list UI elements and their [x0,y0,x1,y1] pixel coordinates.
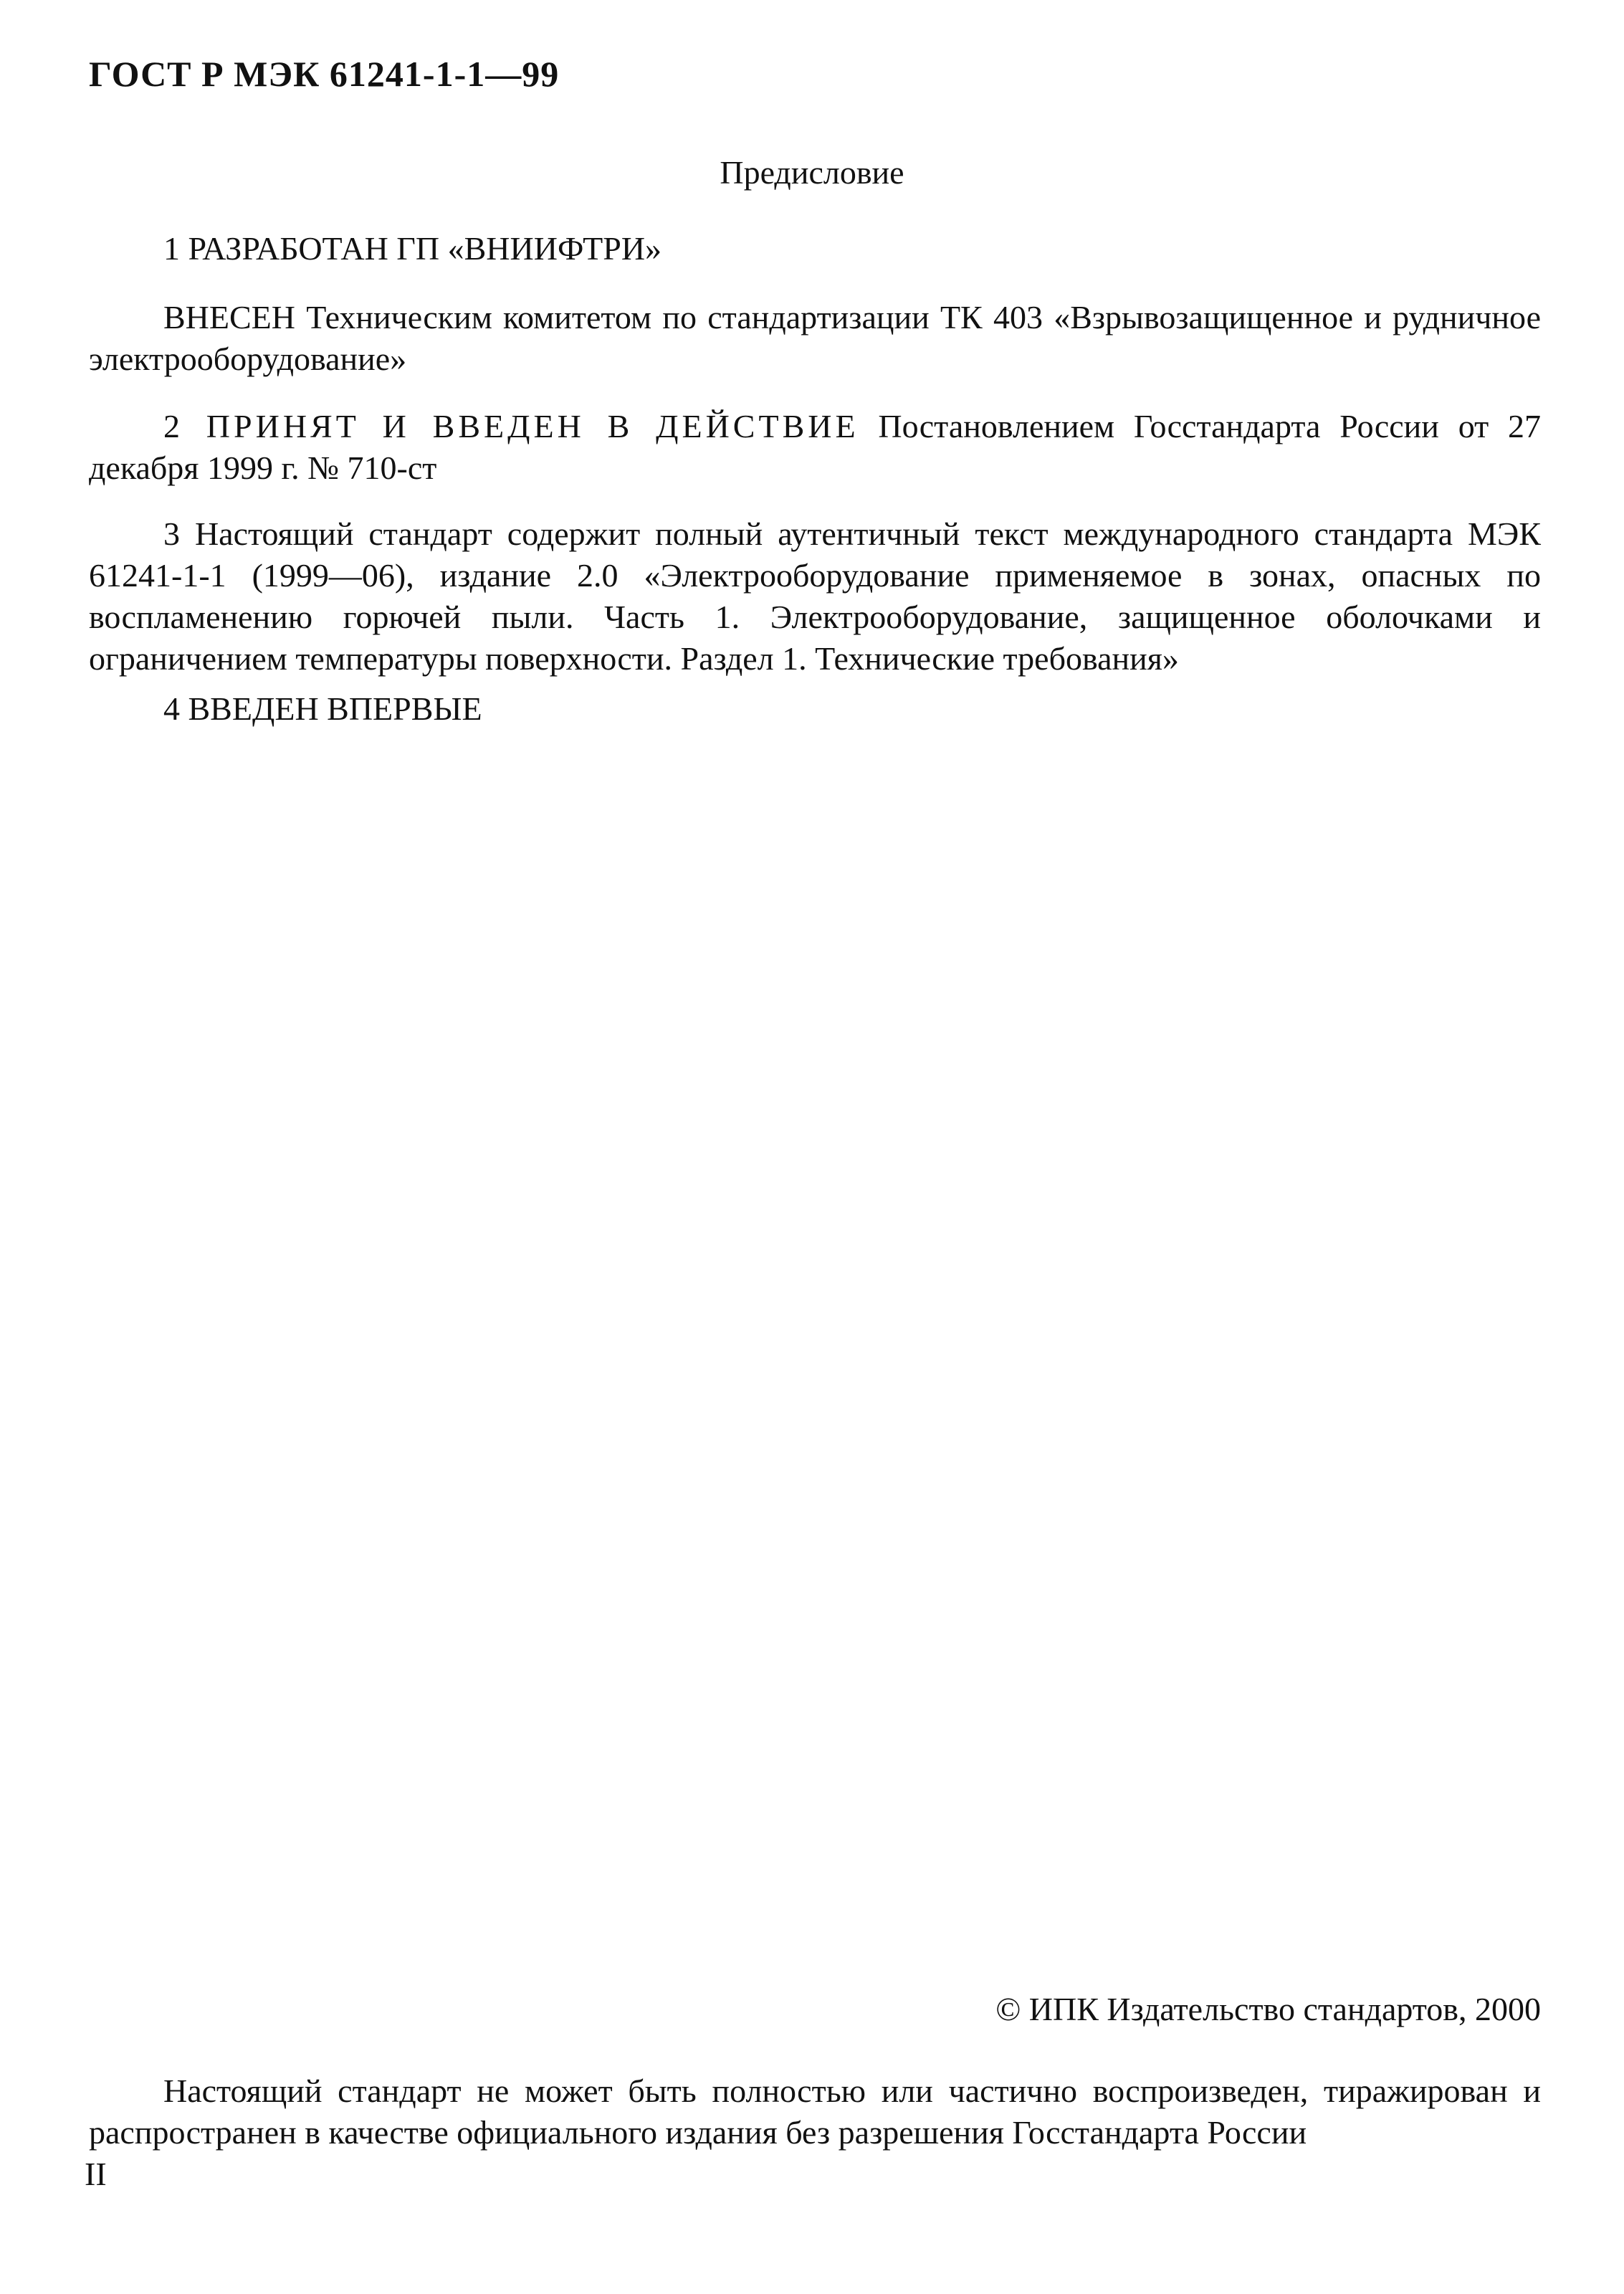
reproduction-notice: Настоящий стандарт не может быть полностью или частично воспроизведен, тиражирован и распространен в качестве официального издания без разрешения Госстандарта России [89,2072,1541,2151]
item-1-developed-by: 1 РАЗРАБОТАН ГП «ВНИИФТРИ» [163,230,662,267]
item-2-adoption [89,406,1541,489]
page-number: II [85,2156,107,2192]
copyright-notice: © ИПК Издательство стандартов, 2000 [995,1991,1541,2027]
document-header: ГОСТ Р МЭК 61241-1-1—99 [89,54,560,94]
item-1-introduced-by: ВНЕСЕН Техническим комитетом по стандартизации ТК 403 «Взрывозащищенное и рудничное электрооборудование» [89,299,1541,377]
item-3-content-note: 3 Настоящий стандарт содержит полный аутентичный текст международного стандарта МЭК 61241-1-1 (1999—06), издание 2.0 «Электрооборудование применяемое в зонах, опасных по воспламенению горючей пыли. Часть 1. Электрооборудование, защищенное оболочками и ограничением температуры поверхности. Раздел 1. Технические требования» [89,515,1541,677]
item-2-rest: Постановлением Госстандарта России от 27 декабря 1999 г. № 710-ст [89,408,1542,486]
preface-title: Предисловие [720,154,904,191]
item-4-first-introduced: 4 ВВЕДЕН ВПЕРВЫЕ [163,690,482,727]
item-2-lead: 2 ПРИНЯТ И ВВЕДЕН В ДЕЙСТВИЕ [163,408,859,444]
